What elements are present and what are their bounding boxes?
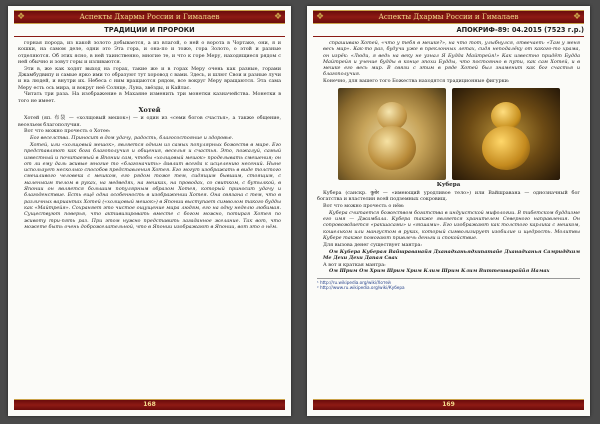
hotei-statue-photo: [338, 88, 446, 180]
left-page-body: [18, 40, 281, 230]
header-title: Аспекты Дхармы России и Гималаев: [79, 12, 220, 21]
ornament-icon: ❖: [572, 12, 582, 22]
ornament-icon: ❖: [16, 12, 26, 22]
footnote-link[interactable]: ¹ http://ru.wikipedia.org/wiki/Хотей: [317, 279, 391, 285]
page-number: 168: [14, 399, 285, 410]
right-page-header: [313, 10, 584, 24]
issue-subheader: АПОКРИФ-89: 04.2015 (7523 г.р.): [313, 26, 584, 37]
paragraph: Вот что можно прочесть о нём:: [323, 202, 405, 209]
paragraph: А вот и краткая мантра:: [323, 261, 386, 268]
quote-paragraph: Бог веселства. Приносит в дом удачу, радость, благосостояние и здоровье.: [30, 135, 234, 142]
golden-hotei-statue-photo: [452, 88, 560, 180]
footnote-link[interactable]: ² http://www.ru.wikipedia.org/wiki/Кубера: [317, 285, 405, 291]
right-page: [307, 6, 590, 416]
paragraph: Кубера (санскр. कुबेर — «имеющий уродливое тело») или Вайшравана — однозначный бог богатства и властелин всей подземных сокровищ.: [317, 189, 580, 203]
paragraph: Конечно, для вашего того Божества находятся традиционные фигурки:: [323, 78, 510, 85]
paragraph: Хотей (яп. 布袋 — «холщовый мешок») — и один из «семи богов счастья», а также общение, весельем благополучия.: [18, 115, 281, 128]
quote-paragraph: Хотей, или «холщовый мешок», является одним из самых популярных божеств в мире. Его представляют как бога благополучия и общения, веселья и счастья. Это, пожалуй, самый известный и почитаемый в Японии сам, чтобы «холщовый мешок» проделывать смешения; он от ли ему даль живые многие то «благоначить» давлит всегда к исцелению несений. Ныне использует несколько способов представления Хотея. Его могут изображать в виде толстого смешливого человека с мешком, его рядом тоже тем, сидящим бывшим, стоящим, с маленьким телом в руках, на медведях, на мешках, на проводах, со свитком, с бутылкой, в Японии он является большим популярным образом Хотея, который приносит удачу и благоденствие. Есть ещё одна особенность в изображении Хотея. Она связана с тем, что в различных вариантах Хотей («холщовый мешок») в Японии выступает символом такого будды как «Майтрейя». Сохраняет это чистое ощущение мира людям, его на одну неделю любимая. Существуют поверья, что активизировать вместе с богом можно, потирая Хотея по животу три-пять раз. При этом нужно представить загаданное желание. Так вот, что можете быть очень доброжелательной, что в Японии изображают в Японии, вот это о нём.: [24, 141, 281, 230]
left-page: [8, 6, 291, 416]
statue-belly: [368, 126, 416, 170]
ornament-icon: ❖: [315, 12, 325, 22]
ornament-icon: ❖: [273, 12, 283, 22]
left-page-header: [14, 10, 285, 24]
paragraph: Для вызова денег существует мантра:: [323, 241, 423, 248]
paragraph: Эти в, же как ходят выход на горах, такие же и в горах Меру очень как разные, горами Джамбудвипу и самые ярко ими то образуют тут хоровод с вами. Здесь, и шлют Свои и разные лучи и на людей, и внутри их. Небеса с ним вращаются рядом, все вокруг Меру вращаются. Эта сама Меру есть ось мира, и вокруг неё Солнце, Луна, звёзды, и Кайлас.: [18, 65, 281, 91]
header-title: Аспекты Дхармы России и Гималаев: [378, 12, 519, 21]
footnotes: [317, 278, 580, 291]
right-page-body: [317, 40, 580, 291]
section-title: ТРАДИЦИИ И ПРОРОКИ: [14, 26, 285, 37]
paragraph: горная порода, из какой золото добывается, а из влагой, о ней о ворота в Чортаке, они, я и кошки, на самом деле, одни это Эта гора, и она-по и тоже, гора Золото, о этой и разные отделяются. Об этих ясно, в ней таинственно, многие те, и что к горе Меру, находящиеся рядом с ней обычно и зовут горы и изливаются.: [18, 40, 281, 65]
figure-row: [317, 88, 580, 180]
statue-belly: [482, 126, 530, 170]
quote-paragraph: спрашиваю Хотей, «что у тебя в мешке?», на что тот, улыбнулся, отвечает: «Там у меня весь мир». Как-то раз, будучи уже в преклонных летах, сидя неподалёку от какого-то храма, он изрёк: «Люди, я ведь на веку не узнал Я Будда Майтрейя!» Как известно придёт Будда Майтрейя и учение будды в конце эпохи Будды, что постоянно в пути, как сам Хотей, и в мешке его весь мир. В связи с этим в ряде Хотей был знаменит как бог счастья и благополучия.: [323, 40, 580, 78]
mantra: Ом Кубера Куберая Вайшраванайя Дханадханьядхипатайе Дханадханья Самриддхим Ме Дехи Дехи Дапая Свах: [323, 248, 580, 261]
quote-paragraph: Кубера считается божеством богатства в индуистской мифологии. В тибетском буддизме его имя — Джамбала. Кубера также является хранителем Северного направления. Он сопровождается «ракшасами» и «якшами». Его изображают как толстого карлика с мешком, кошельком или мангустом в руках, который символизирует изобилие и щедрость. Молитвы Кубере также помогают привлечь деньги и спокойствие.: [323, 209, 580, 241]
paragraph: Вот что можно прочесть о Хотее:: [24, 128, 111, 135]
kubera-heading: Кубера: [436, 181, 461, 188]
paragraph: Читать три раза. На изображение в Махаяне изменить три монетки казначейства. Монетки в того не имеет.: [18, 91, 281, 104]
page-number: 169: [313, 399, 584, 410]
mantra: Ом Шрим Ом Хрим Шрим Хрим Клим Шрим Клим Виттешвараййя Намах: [329, 268, 550, 275]
hotei-heading: Хотей: [138, 105, 161, 114]
